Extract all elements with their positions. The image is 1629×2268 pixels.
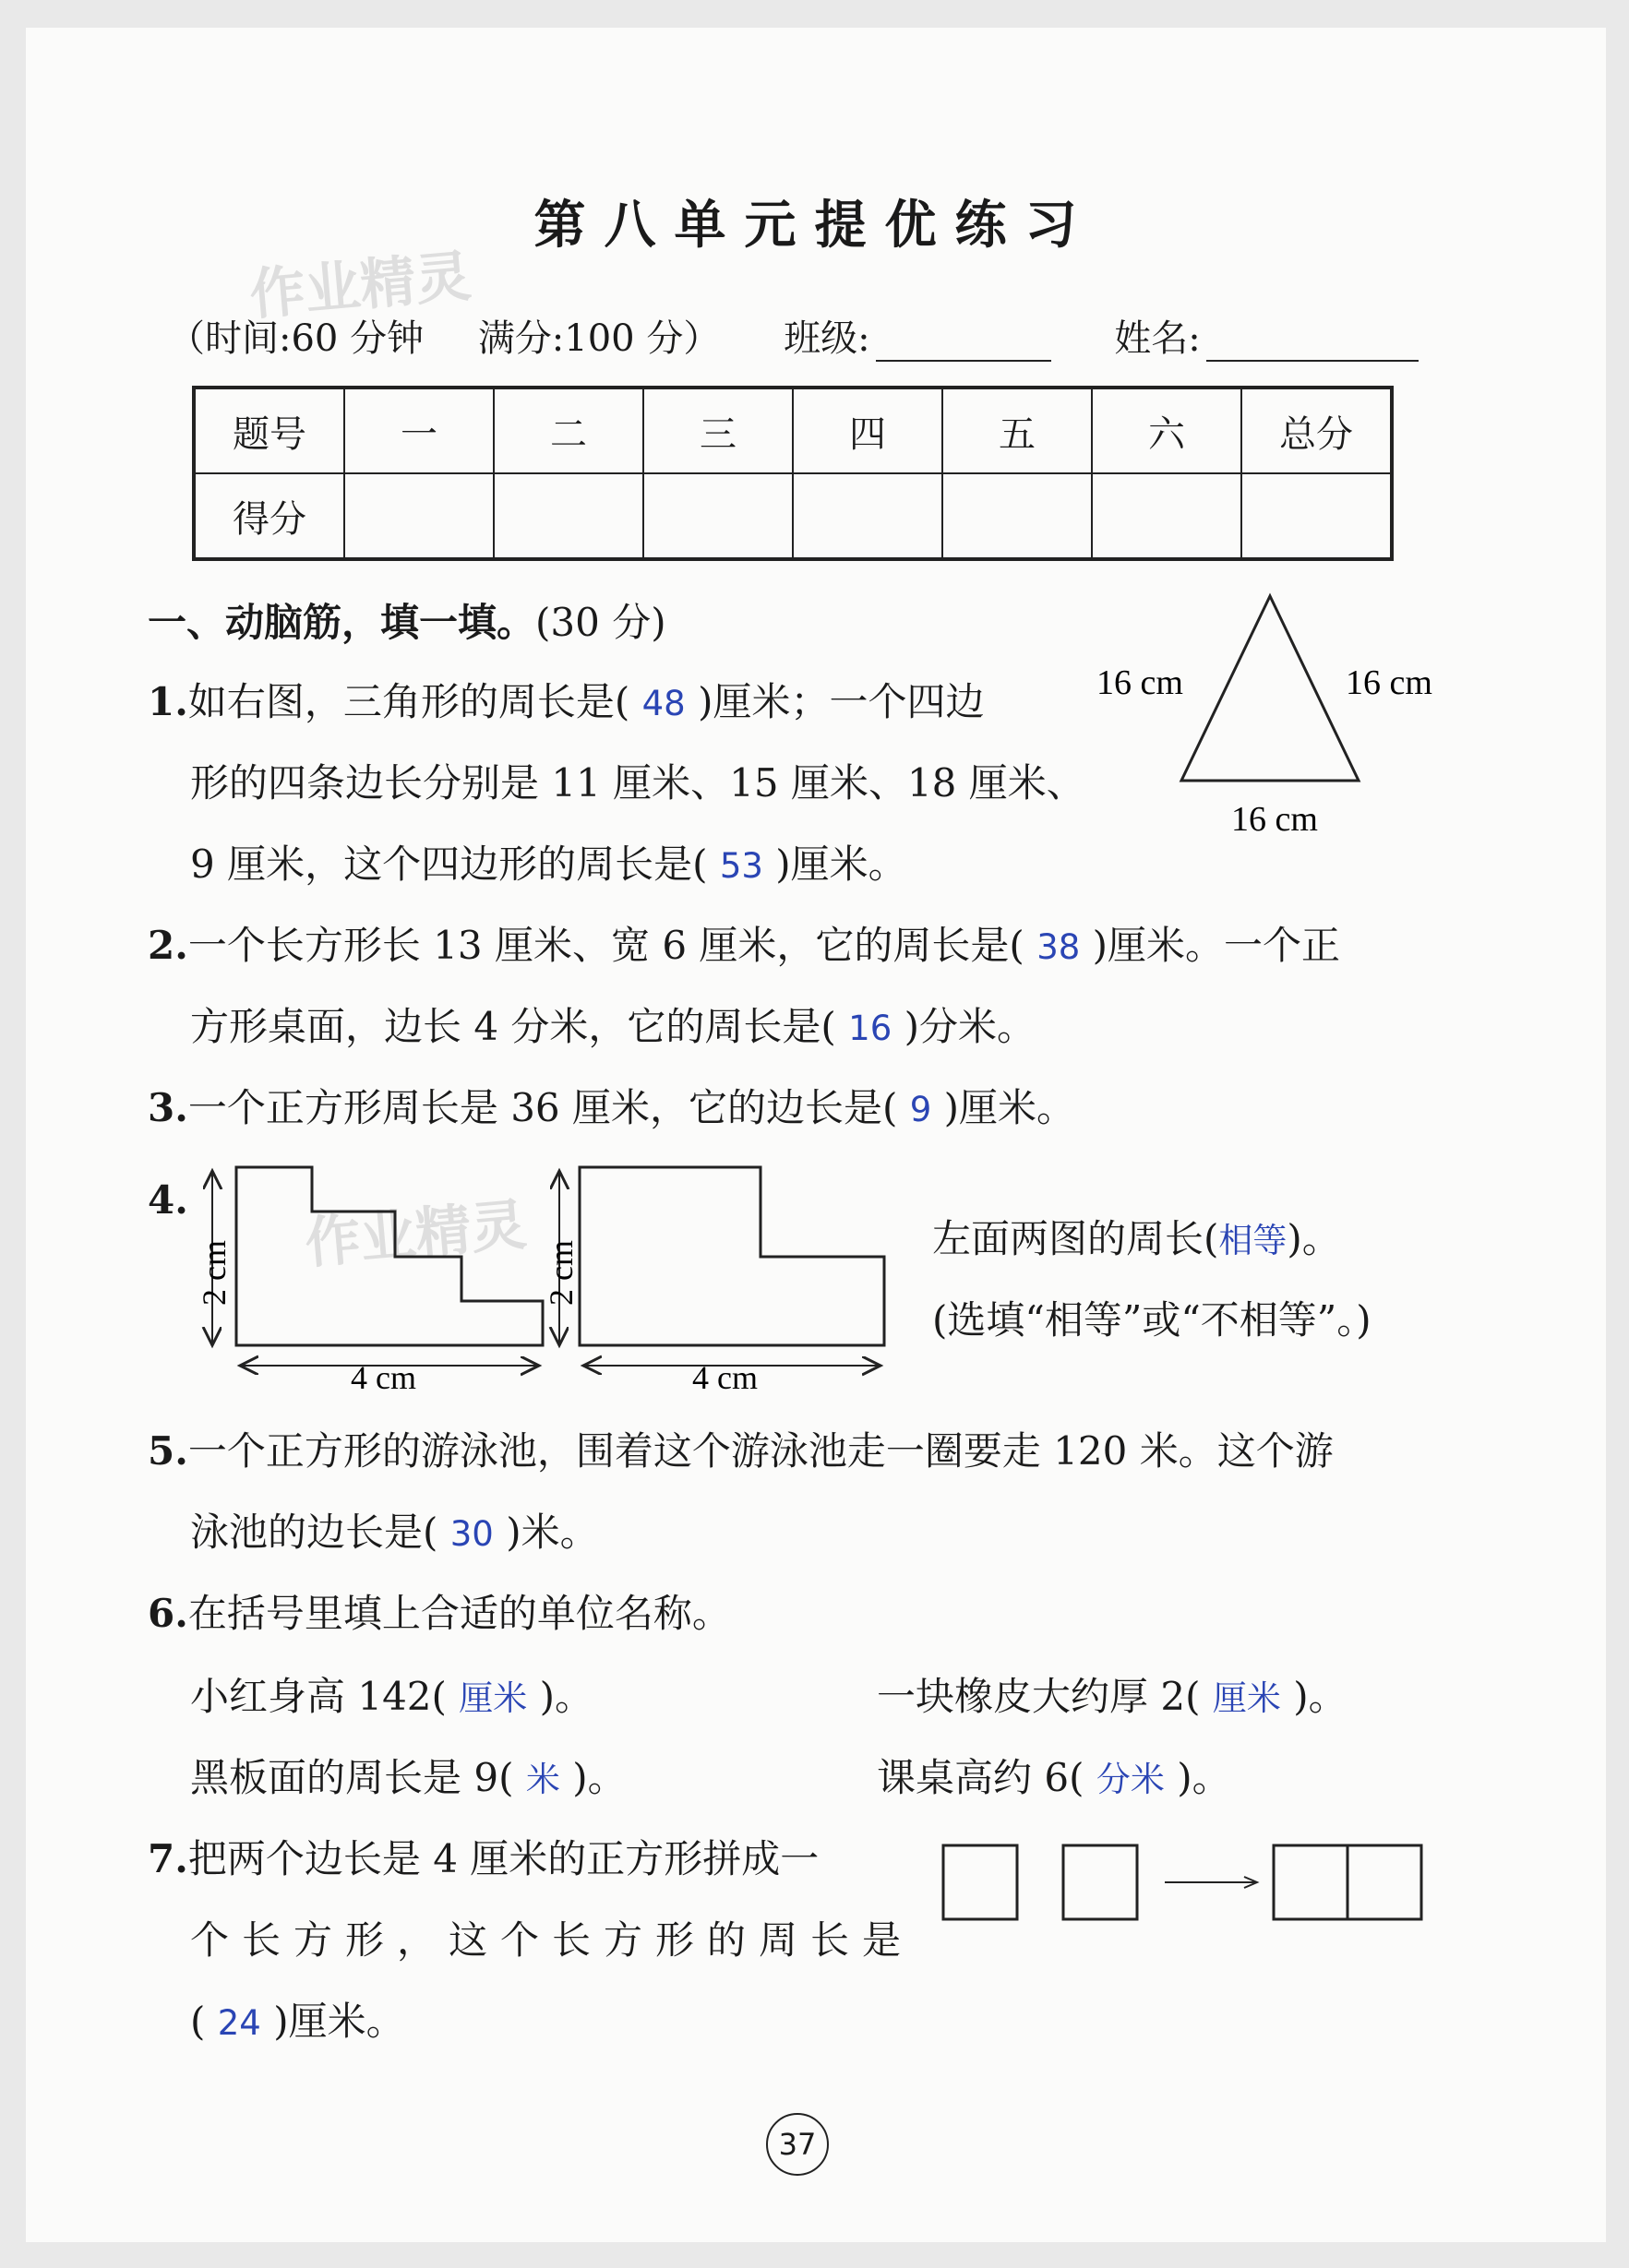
question-1-line-2: 形的四条边长分别是 11 厘米、15 厘米、18 厘米、 <box>190 760 1085 806</box>
question-2-line-1: 2.一个长方形长 13 厘米、宽 6 厘米，它的周长是( 38 )厘米。一个正 <box>148 923 1341 968</box>
answer-6a: 厘米 <box>459 1678 528 1718</box>
question-6-line-1: 6.在括号里填上合适的单位名称。 <box>148 1591 731 1636</box>
question-3-line: 3.一个正方形周长是 36 厘米，它的边长是( 9 )厘米。 <box>148 1085 1076 1130</box>
table-cell: 六 <box>1092 388 1241 473</box>
triangle-shape <box>1181 596 1359 781</box>
answer-4: 相等 <box>1218 1221 1288 1260</box>
triangle-bottom-label: 16 cm <box>1231 800 1318 839</box>
header-info <box>168 309 1424 362</box>
question-7-line-1: 7.把两个边长是 4 厘米的正方形拼成一 <box>148 1836 820 1881</box>
squares-figure <box>932 1836 1458 1928</box>
table-cell: 二 <box>494 388 643 473</box>
class-label: 班级: <box>784 317 870 360</box>
answer-5: 30 <box>449 1514 494 1554</box>
name-label: 姓名: <box>1114 317 1201 360</box>
height-label-left: 2 cm <box>196 1240 233 1306</box>
triangle-figure <box>1089 591 1458 849</box>
answer-1b: 53 <box>719 846 763 886</box>
table-cell: 题号 <box>194 388 344 473</box>
answer-6b: 厘米 <box>1212 1678 1281 1718</box>
question-6-part-2: 一块橡皮大约厚 2( 厘米 )。 <box>877 1674 1348 1719</box>
time-label: （时间:60 分钟 <box>168 317 425 360</box>
score-cell[interactable] <box>494 473 643 559</box>
answer-7: 24 <box>217 2003 261 2043</box>
question-2-line-2: 方形桌面，边长 4 分米，它的周长是( 16 )分米。 <box>190 1004 1036 1049</box>
score-table <box>192 386 1394 561</box>
table-cell: 三 <box>643 388 793 473</box>
table-row <box>194 473 1392 559</box>
answer-6d: 分米 <box>1096 1760 1165 1799</box>
width-label-right: 4 cm <box>692 1359 758 1393</box>
answer-1a: 48 <box>641 684 686 723</box>
score-cell[interactable] <box>344 473 494 559</box>
question-6-part-3: 黑板面的周长是 9( 米 )。 <box>190 1755 627 1800</box>
score-cell[interactable] <box>1241 473 1392 559</box>
table-row <box>194 388 1392 473</box>
question-1-line-3: 9 厘米，这个四边形的周长是( 53 )厘米。 <box>190 842 907 887</box>
question-4-line-2: (选填“相等”或“不相等”。) <box>932 1297 1371 1343</box>
triangle-left-label: 16 cm <box>1096 663 1183 702</box>
question-7-line-3: ( 24 )厘米。 <box>190 1999 405 2044</box>
table-cell: 得分 <box>194 473 344 559</box>
section-heading: 一、动脑筋，填一填。(30 分) <box>148 600 666 645</box>
table-cell: 四 <box>793 388 942 473</box>
staircase-shape-left <box>236 1167 543 1345</box>
question-6-part-1: 小红身高 142( 厘米 )。 <box>190 1674 594 1719</box>
table-cell: 五 <box>942 388 1092 473</box>
staircase-shape-right <box>580 1167 884 1345</box>
name-field[interactable] <box>1206 323 1419 362</box>
answer-6c: 米 <box>525 1760 560 1799</box>
question-7-line-2: 个长方形，这个长方形的周长是 <box>190 1917 915 1963</box>
square-shape <box>943 1845 1017 1919</box>
full-score-label: 满分:100 分） <box>477 317 721 360</box>
score-cell[interactable] <box>942 473 1092 559</box>
score-cell[interactable] <box>643 473 793 559</box>
height-label-right: 2 cm <box>543 1240 580 1306</box>
triangle-right-label: 16 cm <box>1346 663 1432 702</box>
page-number: 37 <box>766 2113 829 2176</box>
question-5-line-2: 泳池的边长是( 30 )米。 <box>190 1510 599 1555</box>
table-cell: 总分 <box>1241 388 1392 473</box>
question-4-line-1: 左面两图的周长(相等)。 <box>932 1216 1341 1261</box>
table-cell: 一 <box>344 388 494 473</box>
page-title: 第八单元提优练习 <box>533 195 1096 256</box>
question-5-line-1: 5.一个正方形的游泳池，围着这个游泳池走一圈要走 120 米。这个游 <box>148 1428 1334 1474</box>
answer-2a: 38 <box>1036 927 1081 967</box>
answer-2b: 16 <box>848 1009 892 1048</box>
answer-3: 9 <box>909 1090 932 1129</box>
question-4-number: 4. <box>148 1177 188 1223</box>
class-field[interactable] <box>876 323 1051 362</box>
score-cell[interactable] <box>793 473 942 559</box>
staircase-figures <box>185 1158 904 1393</box>
question-6-part-4: 课桌高约 6( 分米 )。 <box>877 1755 1231 1800</box>
watermark: 作业精灵 <box>246 244 474 328</box>
question-1-line-1: 1.如右图，三角形的周长是( 48 )厘米；一个四边 <box>148 679 985 724</box>
watermark: 作业精灵 <box>302 1192 530 1277</box>
score-cell[interactable] <box>1092 473 1241 559</box>
square-shape <box>1063 1845 1137 1919</box>
width-label-left: 4 cm <box>351 1359 416 1393</box>
